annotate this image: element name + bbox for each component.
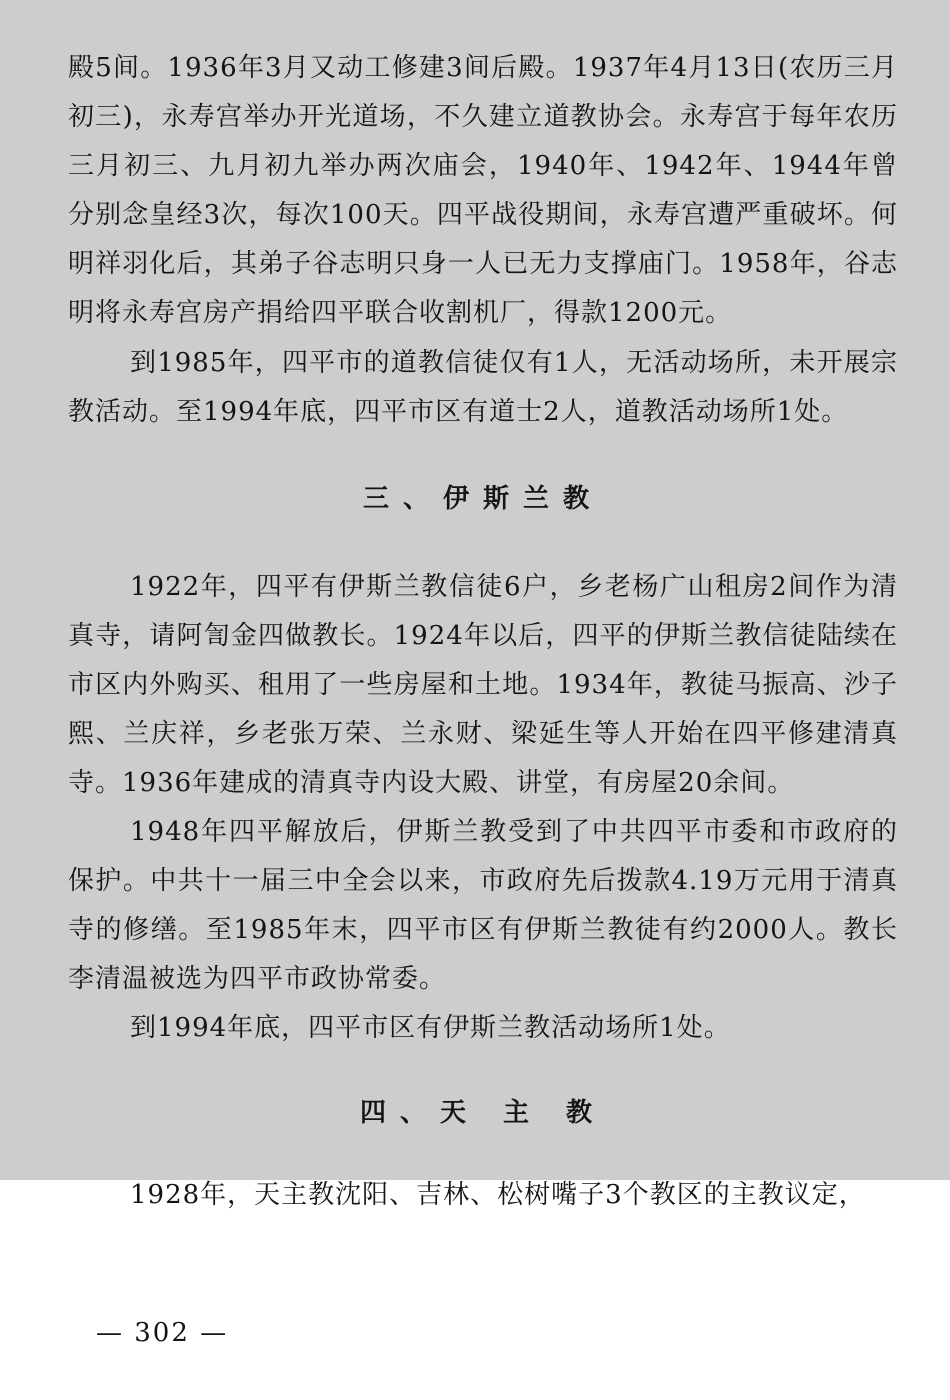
section-heading-islam: 三、伊斯兰教 [362, 484, 603, 514]
page-number: — 302 — [96, 1318, 229, 1348]
paragraph-catholic-origins: 1928年，天主教沈阳、吉林、松树嘴子3个教区的主教议定， [130, 1180, 866, 1210]
document-page [68, 44, 898, 1220]
paragraph-taoism-history: 殿5间。1936年3月又动工修建3间后殿。1937年4月13日(农历三月初三)，永寿宫举办开光道场，不久建立道教协会。永寿宫于每年农历三月初三、九月初九举办两次庙会，1940年、1942年、1944年曾分别念皇经3次，每次100天。四平战役期间，永寿宫遭严重破坏。何明祥羽化后，其弟子谷志明只身一人已无力支撑庙门。1958年，谷志明将永寿宫房产捐给四平联合收割机厂，得款1200元。 [68, 53, 898, 328]
paragraph-islam-liberation: 1948年四平解放后，伊斯兰教受到了中共四平市委和市政府的保护。中共十一届三中全会以来，市政府先后拨款4.19万元用于清真寺的修缮。至1985年末，四平市区有伊斯兰教徒有约2000人。教长李清温被选为四平市政协常委。 [68, 817, 898, 994]
paragraph-islam-status: 到1994年底，四平市区有伊斯兰教活动场所1处。 [130, 1013, 731, 1043]
paragraph-taoism-status: 到1985年，四平市的道教信徒仅有1人，无活动场所，未开展宗教活动。至1994年底，四平市区有道士2人，道教活动场所1处。 [68, 348, 898, 427]
section-heading-catholicism: 四、天 主 教 [359, 1098, 607, 1128]
paragraph-islam-origins: 1922年，四平有伊斯兰教信徒6户，乡老杨广山租房2间作为清真寺，请阿訇金四做教长。1924年以后，四平的伊斯兰教信徒陆续在市区内外购买、租用了一些房屋和土地。1934年，教徒马振高、沙子熙、兰庆祥，乡老张万荣、兰永财、梁延生等人开始在四平修建清真寺。1936年建成的清真寺内设大殿、讲堂，有房屋20余间。 [68, 572, 898, 798]
